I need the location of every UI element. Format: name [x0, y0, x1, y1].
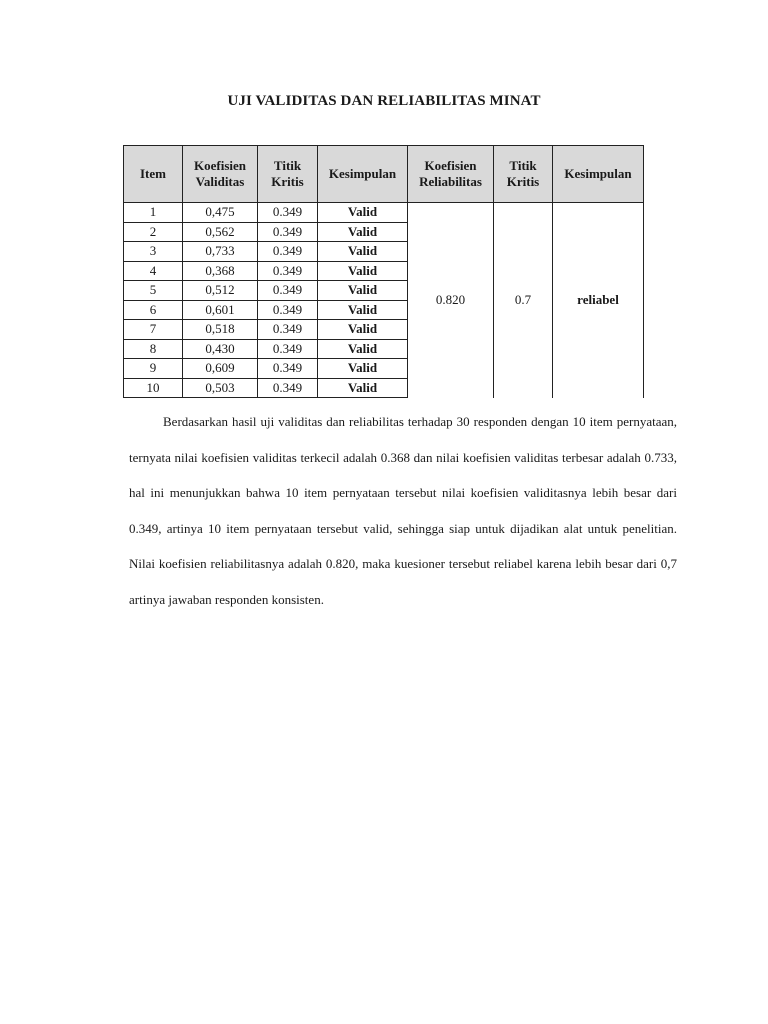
- cell-kesimpulan: Valid: [318, 339, 408, 359]
- cell-titik: 0.349: [258, 222, 318, 242]
- cell-item: 9: [124, 359, 183, 379]
- cell-koefisien: 0,518: [183, 320, 258, 340]
- cell-titik: 0.349: [258, 359, 318, 379]
- header-titik-kritis-reliabilitas: Titik Kritis: [494, 146, 553, 203]
- cell-koefisien: 0,475: [183, 203, 258, 223]
- cell-koefisien-reliabilitas: 0.820: [408, 203, 494, 398]
- cell-item: 2: [124, 222, 183, 242]
- cell-titik: 0.349: [258, 339, 318, 359]
- cell-titik: 0.349: [258, 300, 318, 320]
- cell-titik: 0.349: [258, 378, 318, 398]
- cell-koefisien: 0,609: [183, 359, 258, 379]
- cell-kesimpulan: Valid: [318, 242, 408, 262]
- cell-titik: 0.349: [258, 261, 318, 281]
- header-kesimpulan: Kesimpulan: [318, 146, 408, 203]
- cell-item: 10: [124, 378, 183, 398]
- cell-kesimpulan: Valid: [318, 300, 408, 320]
- cell-titik: 0.349: [258, 320, 318, 340]
- cell-titik: 0.349: [258, 203, 318, 223]
- table-header-row: [124, 146, 644, 203]
- validity-reliability-table: [123, 145, 644, 398]
- cell-kesimpulan: Valid: [318, 359, 408, 379]
- cell-kesimpulan-reliabilitas: reliabel: [553, 203, 644, 398]
- header-kesimpulan-reliabilitas: Kesimpulan: [553, 146, 644, 203]
- cell-item: 5: [124, 281, 183, 301]
- header-titik-kritis: Titik Kritis: [258, 146, 318, 203]
- cell-koefisien: 0,512: [183, 281, 258, 301]
- table-row: [124, 203, 644, 223]
- cell-item: 7: [124, 320, 183, 340]
- cell-titik-kritis-reliabilitas: 0.7: [494, 203, 553, 398]
- cell-titik: 0.349: [258, 242, 318, 262]
- cell-kesimpulan: Valid: [318, 203, 408, 223]
- body-paragraph: Berdasarkan hasil uji validitas dan reliabilitas terhadap 30 responden dengan 10 item pernyataan, ternyata nilai koefisien validitas terkecil adalah 0.368 dan nilai koefisien validitas terbesar adalah 0.733, hal ini menunjukkan bahwa 10 item pernyataan tersebut nilai koefisien validitasnya lebih besar dari 0.349, artinya 10 item pernyataan tersebut valid, sehingga siap untuk dijadikan alat untuk penelitian. Nilai koefisien reliabilitasnya adalah 0.820, maka kuesioner tersebut reliabel karena lebih besar dari 0,7 artinya jawaban responden konsisten.: [129, 414, 677, 607]
- cell-item: 8: [124, 339, 183, 359]
- cell-koefisien: 0,430: [183, 339, 258, 359]
- cell-koefisien: 0,368: [183, 261, 258, 281]
- cell-kesimpulan: Valid: [318, 281, 408, 301]
- cell-koefisien: 0,733: [183, 242, 258, 262]
- cell-koefisien: 0,601: [183, 300, 258, 320]
- cell-kesimpulan: Valid: [318, 261, 408, 281]
- header-item: Item: [124, 146, 183, 203]
- cell-item: 6: [124, 300, 183, 320]
- cell-item: 4: [124, 261, 183, 281]
- header-koefisien-validitas: Koefisien Validitas: [183, 146, 258, 203]
- page-title: UJI VALIDITAS DAN RELIABILITAS MINAT: [227, 93, 541, 109]
- cell-item: 1: [124, 203, 183, 223]
- cell-kesimpulan: Valid: [318, 222, 408, 242]
- cell-item: 3: [124, 242, 183, 262]
- cell-kesimpulan: Valid: [318, 378, 408, 398]
- cell-titik: 0.349: [258, 281, 318, 301]
- cell-koefisien: 0,503: [183, 378, 258, 398]
- cell-koefisien: 0,562: [183, 222, 258, 242]
- header-koefisien-reliabilitas: Koefisien Reliabilitas: [408, 146, 494, 203]
- cell-kesimpulan: Valid: [318, 320, 408, 340]
